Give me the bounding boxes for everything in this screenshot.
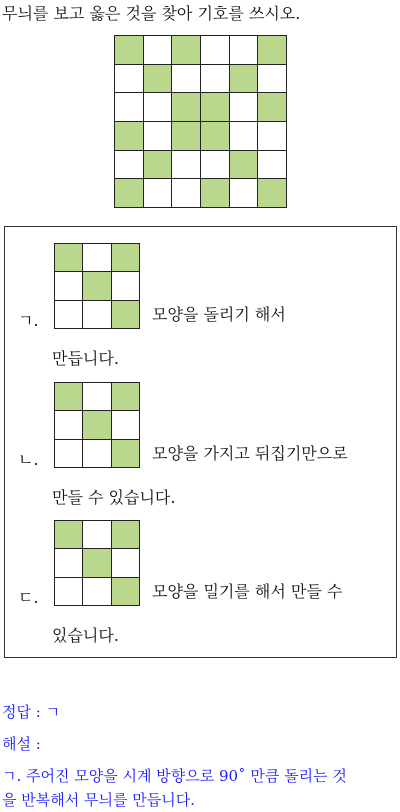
option-c-text-line2: 있습니다. [52, 626, 119, 645]
tile-cell-r1-c2 [112, 411, 139, 438]
pattern-cell-r2-c0 [115, 93, 143, 121]
tile-cell-r2-c0 [55, 440, 82, 467]
tile-cell-r2-c2 [112, 440, 139, 467]
tile-cell-r1-c2 [112, 272, 139, 299]
pattern-cell-r4-c0 [115, 151, 143, 179]
pattern-cell-r5-c2 [172, 179, 200, 207]
tile-cell-r0-c0 [55, 383, 82, 410]
question-text: 무늬를 보고 옳은 것을 찾아 기호를 쓰시오. [2, 4, 301, 23]
tile-cell-r0-c1 [83, 521, 110, 548]
pattern-cell-r4-c4 [230, 151, 258, 179]
option-c-marker: ㄷ. [18, 588, 39, 607]
pattern-cell-r5-c5 [258, 179, 286, 207]
tile-cell-r0-c0 [55, 244, 82, 271]
pattern-cell-r3-c3 [201, 122, 229, 150]
pattern-cell-r2-c4 [230, 93, 258, 121]
pattern-cell-r3-c1 [144, 122, 172, 150]
pattern-cell-r2-c2 [172, 93, 200, 121]
pattern-cell-r2-c1 [144, 93, 172, 121]
pattern-cell-r3-c4 [230, 122, 258, 150]
pattern-cell-r1-c1 [144, 65, 172, 93]
pattern-cell-r4-c3 [201, 151, 229, 179]
pattern-grid [114, 35, 287, 208]
pattern-cell-r1-c3 [201, 65, 229, 93]
pattern-cell-r2-c5 [258, 93, 286, 121]
explanation-line1: ㄱ. 주어진 모양을 시계 방향으로 90˚ 만큼 돌리는 것 [2, 767, 347, 785]
option-a-marker: ㄱ. [18, 311, 39, 330]
tile-cell-r1-c0 [55, 411, 82, 438]
pattern-cell-r5-c1 [144, 179, 172, 207]
answer-label: 정답 : ㄱ [2, 703, 61, 721]
pattern-cell-r0-c4 [230, 36, 258, 64]
pattern-cell-r0-c1 [144, 36, 172, 64]
pattern-cell-r1-c0 [115, 65, 143, 93]
pattern-cell-r2-c3 [201, 93, 229, 121]
tile-cell-r0-c1 [83, 383, 110, 410]
tile-cell-r1-c1 [83, 549, 110, 576]
tile-cell-r2-c0 [55, 301, 82, 328]
tile-cell-r1-c2 [112, 549, 139, 576]
pattern-cell-r5-c0 [115, 179, 143, 207]
pattern-cell-r3-c0 [115, 122, 143, 150]
tile-cell-r1-c0 [55, 549, 82, 576]
tile-cell-r0-c2 [112, 521, 139, 548]
tile-cell-r0-c2 [112, 383, 139, 410]
option-a-text-line1: 모양을 돌리기 해서 [152, 305, 286, 324]
pattern-cell-r3-c2 [172, 122, 200, 150]
option-b-text-line1: 모양을 가지고 뒤집기만으로 [152, 444, 348, 463]
tile-cell-r1-c1 [83, 411, 110, 438]
explanation-label: 해설 : [2, 735, 41, 753]
explanation-line2: 을 반복해서 무늬를 만듭니다. [2, 791, 195, 809]
option-c-text-line1: 모양을 밀기를 해서 만들 수 [152, 582, 343, 601]
tile-cell-r2-c1 [83, 301, 110, 328]
tile-cell-r2-c2 [112, 578, 139, 605]
tile-cell-r2-c1 [83, 578, 110, 605]
pattern-cell-r0-c5 [258, 36, 286, 64]
pattern-cell-r4-c5 [258, 151, 286, 179]
tile-cell-r2-c0 [55, 578, 82, 605]
option-a-text-line2: 만듭니다. [52, 349, 119, 368]
option-b-text-line2: 만들 수 있습니다. [52, 488, 176, 507]
pattern-cell-r4-c2 [172, 151, 200, 179]
pattern-cell-r5-c4 [230, 179, 258, 207]
option-b-tile-grid [54, 382, 140, 468]
tile-cell-r2-c2 [112, 301, 139, 328]
option-a-tile-grid [54, 243, 140, 329]
tile-cell-r0-c1 [83, 244, 110, 271]
tile-cell-r2-c1 [83, 440, 110, 467]
pattern-cell-r5-c3 [201, 179, 229, 207]
pattern-cell-r1-c5 [258, 65, 286, 93]
tile-cell-r0-c2 [112, 244, 139, 271]
option-b-marker: ㄴ. [18, 450, 39, 469]
pattern-cell-r0-c3 [201, 36, 229, 64]
pattern-cell-r1-c2 [172, 65, 200, 93]
tile-cell-r1-c1 [83, 272, 110, 299]
pattern-cell-r4-c1 [144, 151, 172, 179]
pattern-cell-r1-c4 [230, 65, 258, 93]
tile-cell-r1-c0 [55, 272, 82, 299]
tile-cell-r0-c0 [55, 521, 82, 548]
pattern-cell-r0-c2 [172, 36, 200, 64]
option-c-tile-grid [54, 520, 140, 606]
pattern-cell-r0-c0 [115, 36, 143, 64]
pattern-cell-r3-c5 [258, 122, 286, 150]
